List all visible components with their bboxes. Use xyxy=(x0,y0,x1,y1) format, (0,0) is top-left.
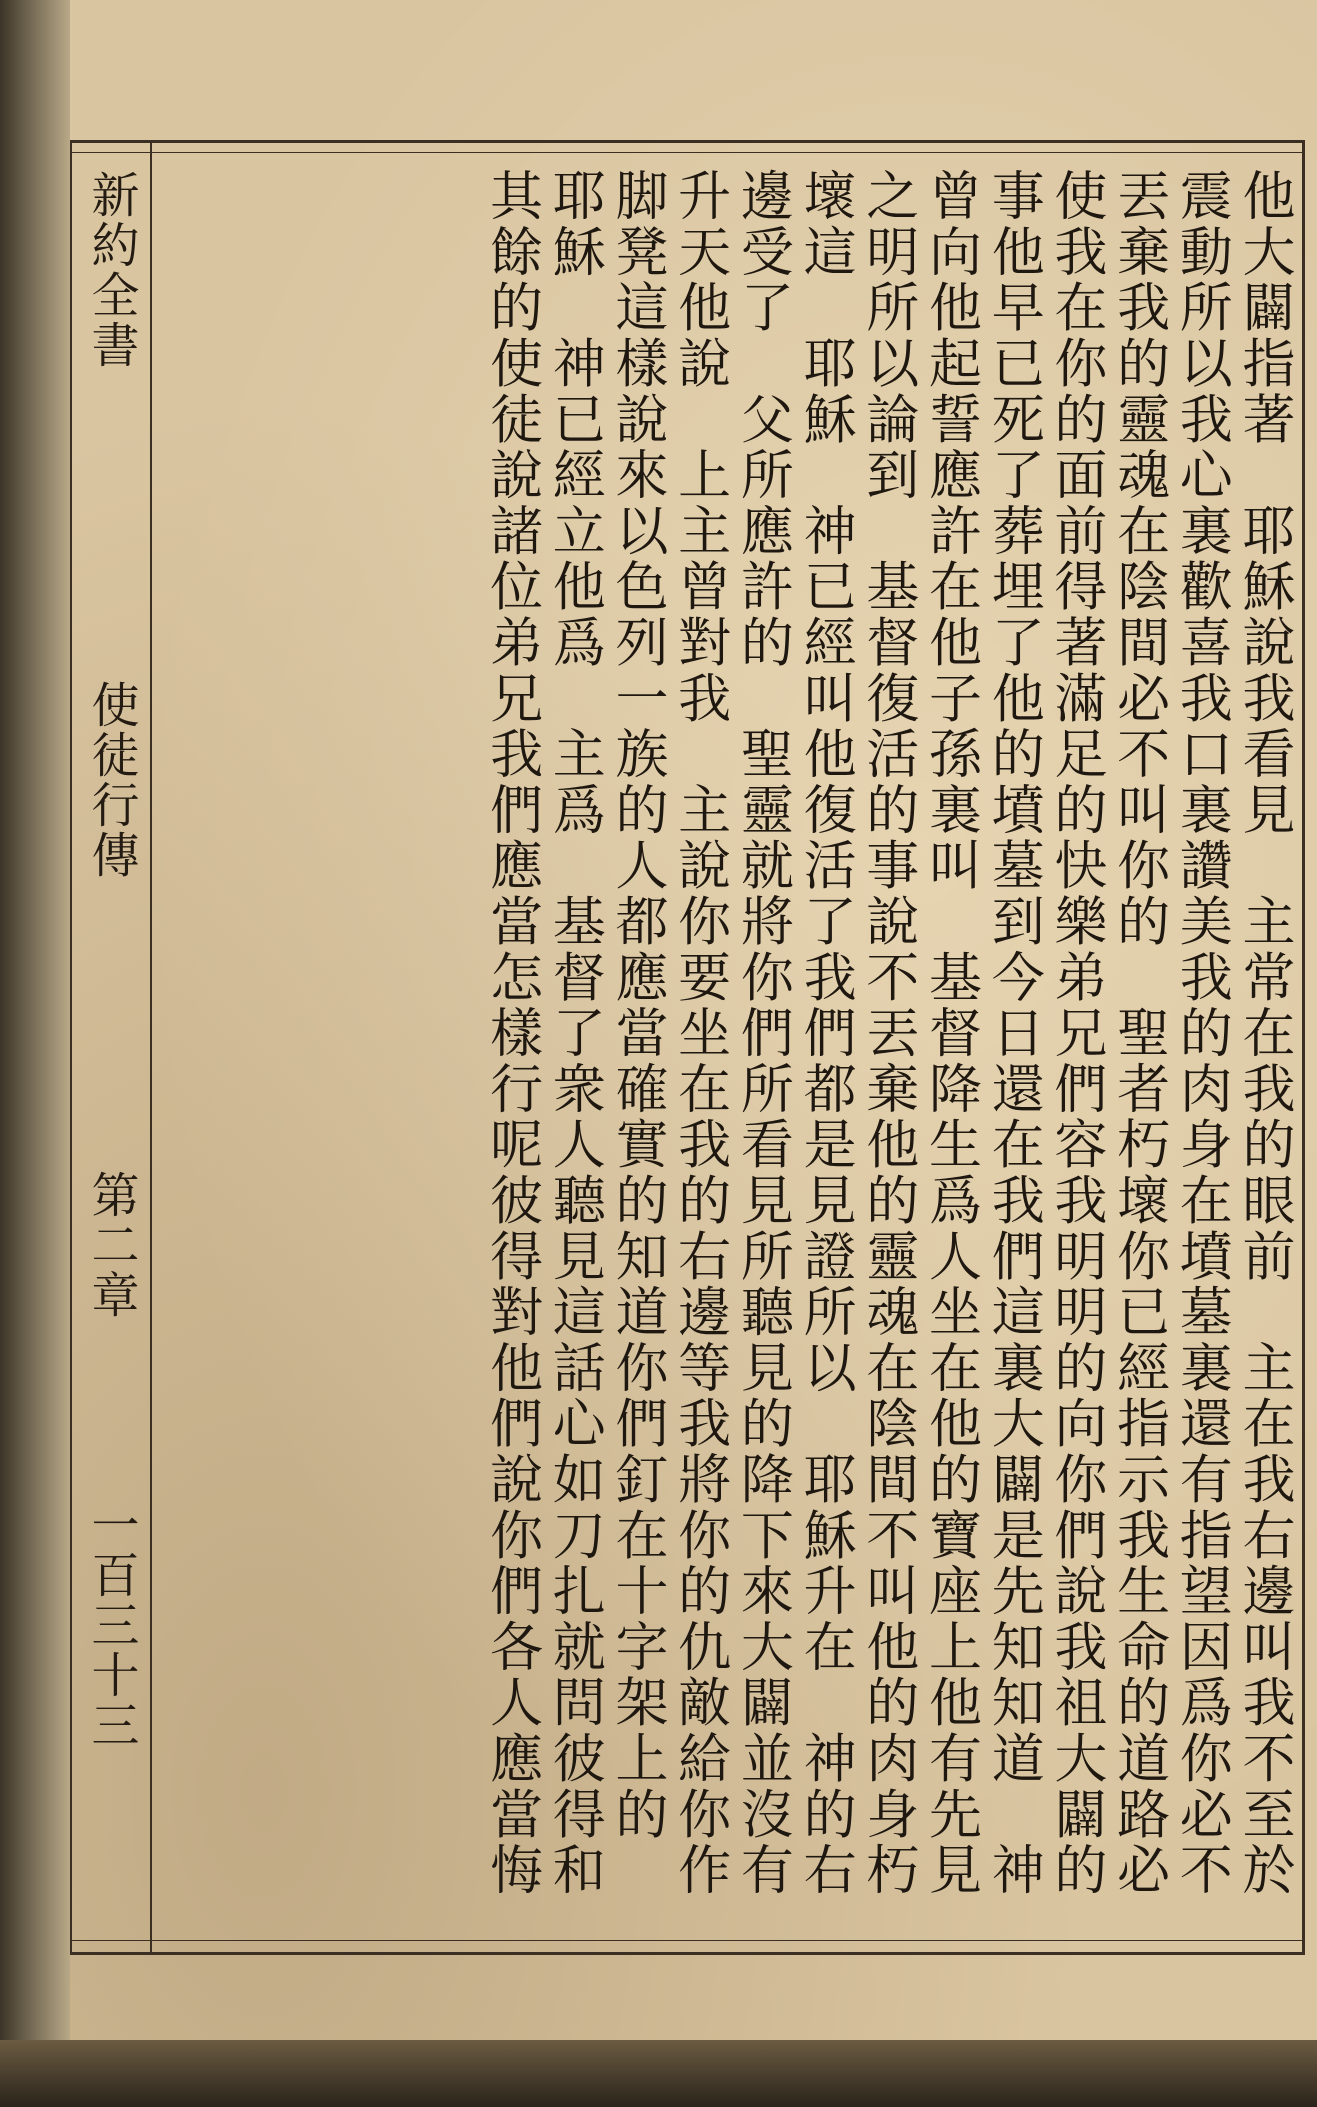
text-line: 使我在你的面前得著滿足的快樂弟兄們容我明明的向你們說我祖大闢的 xyxy=(1045,168,1107,1898)
book-spine xyxy=(0,0,70,2107)
text-line: 其餘的使徒說諸位弟兄我們應當怎樣行呢彼得對他們說你們各人應當悔 xyxy=(481,168,543,1898)
chapter-name: 使徒行傳 xyxy=(83,680,139,880)
text-line: 脚凳這樣說來以色列一族的人都應當確實的知道你們釘在十字架上的 xyxy=(606,168,668,1842)
text-line: 耶穌 神已經立他爲 主爲 基督了衆人聽見這話心如刀扎就問彼得和 xyxy=(544,168,606,1898)
text-line: 升天他說 上主曾對我 主說你要坐在我的右邊等我將你的仇敵給你作 xyxy=(669,168,731,1898)
page-number: 一百三十三 xyxy=(83,1500,139,1750)
page-bottom-shadow xyxy=(0,2040,1317,2107)
frame-inner-rule-top xyxy=(70,152,1305,153)
text-line: 事他早已死了葬埋了他的墳墓到今日還在我們這裏大闢是先知知道 神 xyxy=(983,168,1045,1898)
text-line: 之明所以論到 基督復活的事說不丟棄他的靈魂在陰間不叫他的肉身朽 xyxy=(857,168,919,1898)
text-line: 丟棄我的靈魂在陰間必不叫你的 聖者朽壞你已經指示我生命的道路必 xyxy=(1108,168,1170,1898)
page-margin-header xyxy=(76,170,146,1930)
body-text xyxy=(165,168,1295,1928)
text-line: 壞這 耶穌 神已經叫他復活了我們都是見證所以 耶穌升在 神的右 xyxy=(795,168,857,1898)
text-line: 邊受了 父所應許的 聖靈就將你們所看見所聽見的降下來大闢並沒有 xyxy=(732,168,794,1898)
text-line: 他大闢指著 耶穌說我看見 主常在我的眼前 主在我右邊叫我不至於 xyxy=(1234,168,1295,1898)
frame-inner-rule-bottom xyxy=(70,1940,1305,1941)
book-title: 新約全書 xyxy=(83,170,139,370)
text-line: 曾向他起誓應許在他子孫裏叫 基督降生爲人坐在他的寶座上他有先見 xyxy=(920,168,982,1898)
chapter-number: 第二章 xyxy=(83,1170,139,1320)
margin-divider-rule xyxy=(150,140,152,1955)
text-line: 震動所以我心裏歡喜我口裏讚美我的肉身在墳墓裏還有指望因爲你必不 xyxy=(1171,168,1233,1898)
